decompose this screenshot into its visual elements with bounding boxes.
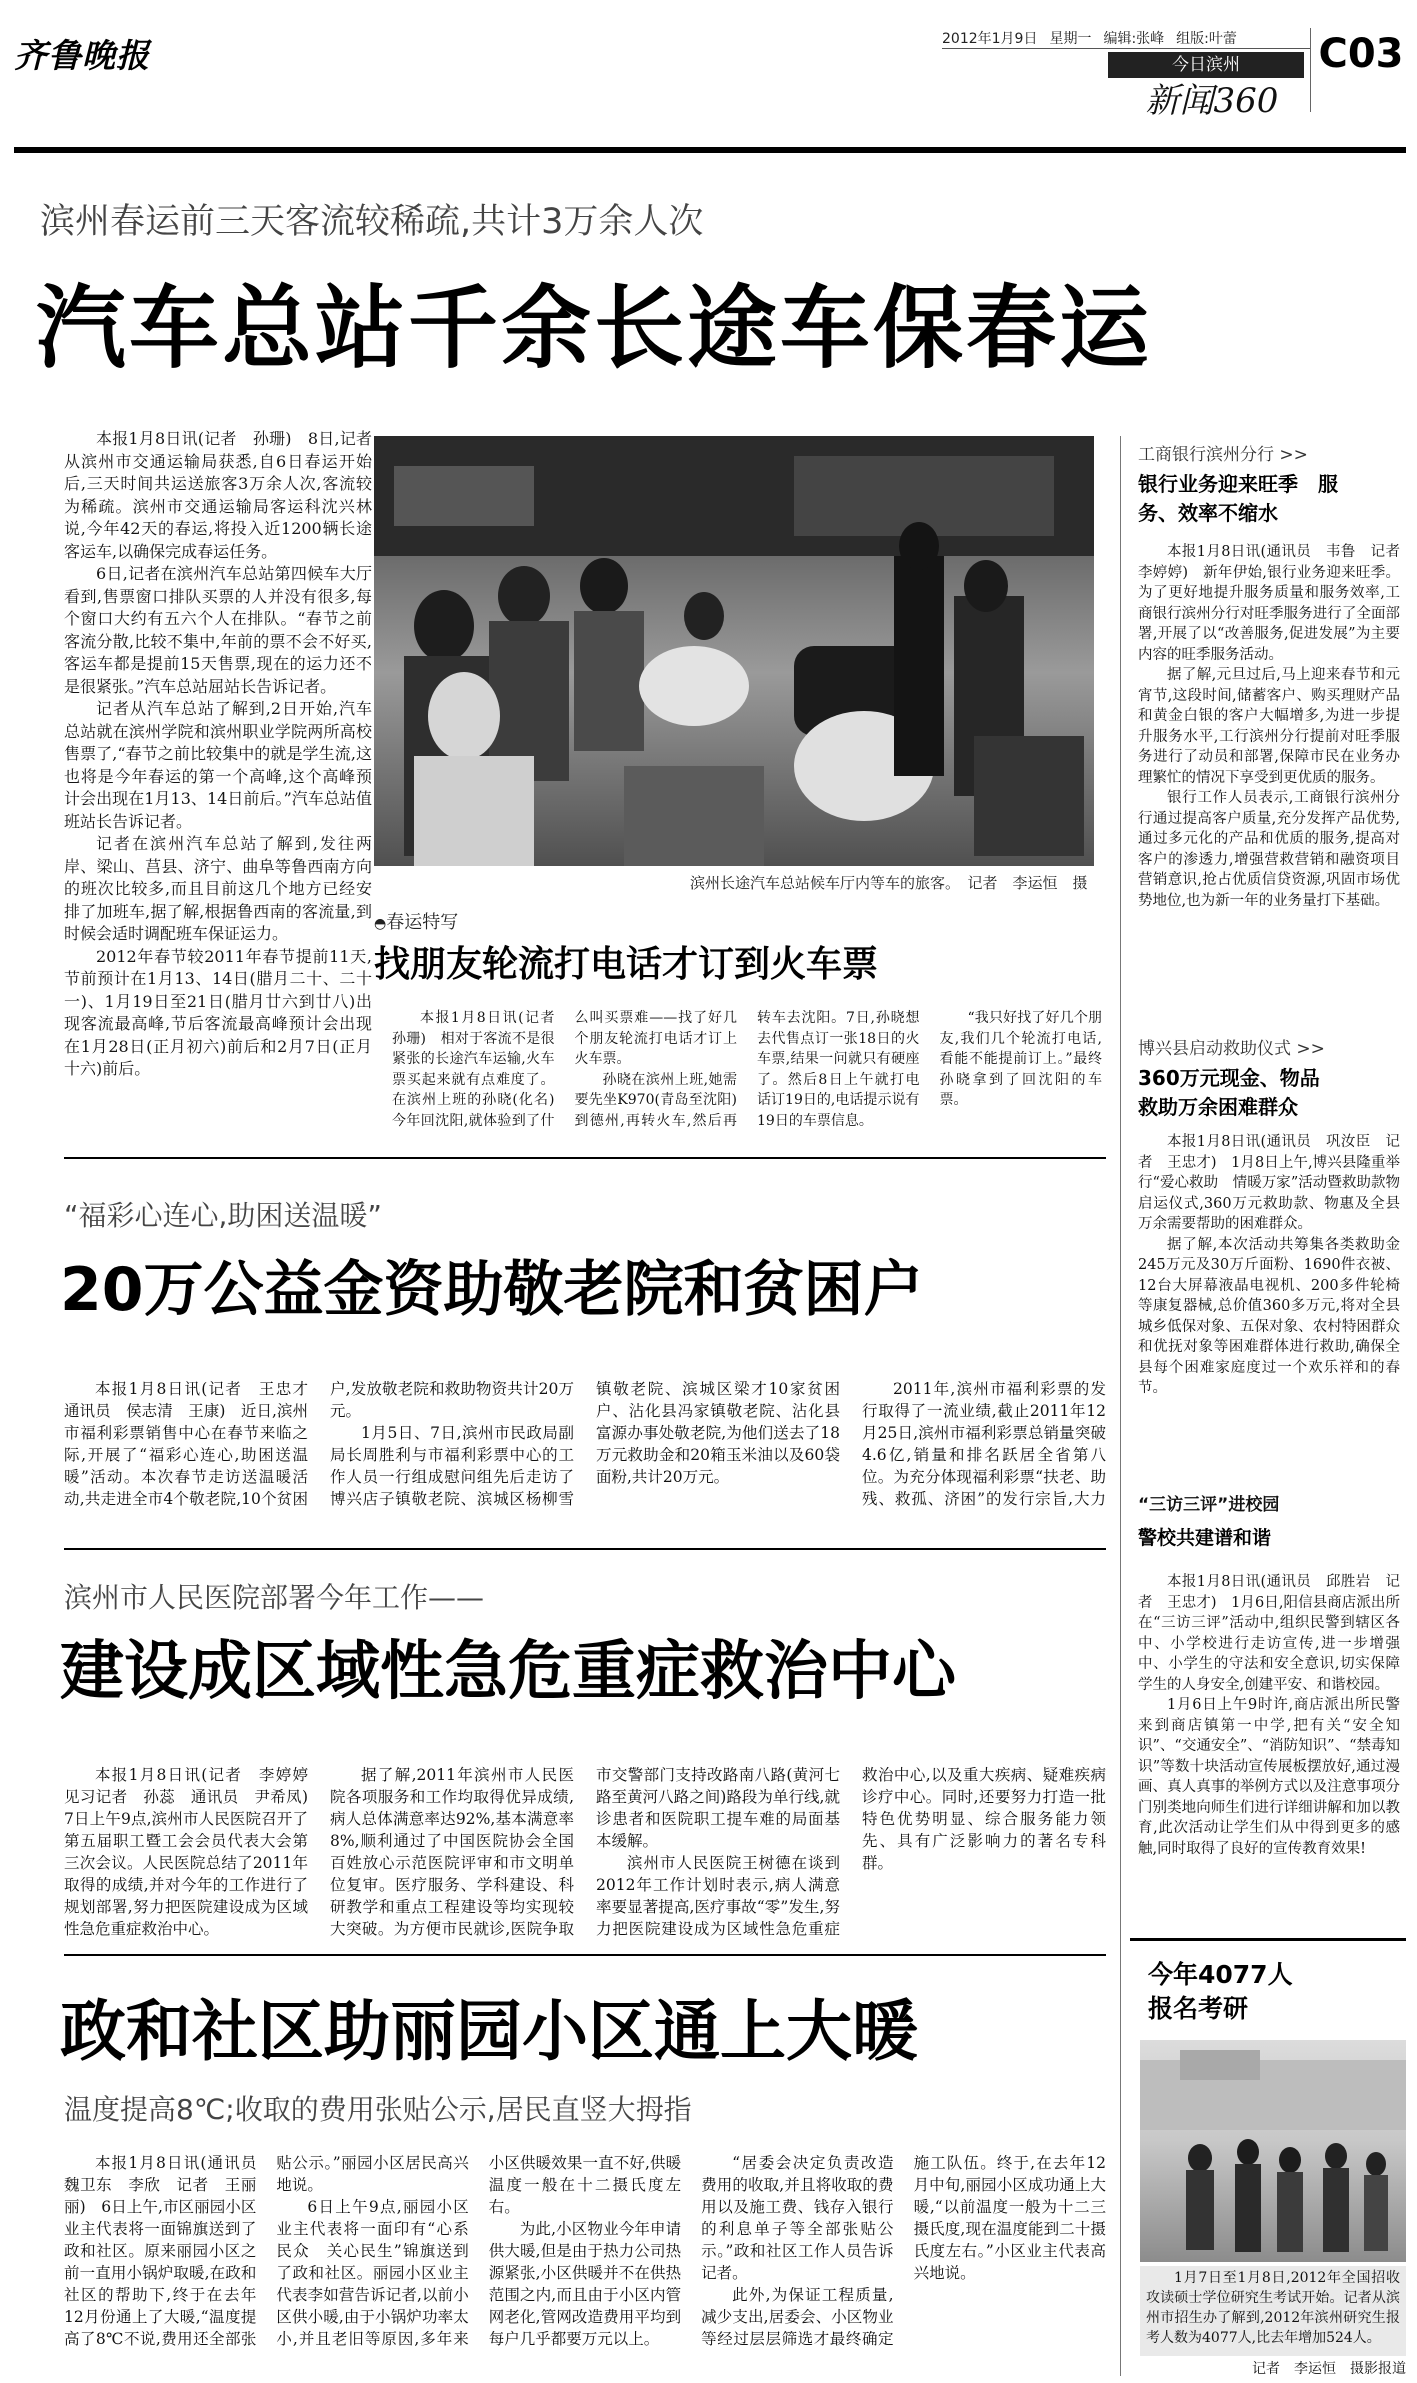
a5-para: 本报1月8日讯(通讯员 魏卫东 李欣 记者 王丽丽) 6日上午,市区丽园小区业主代表将一面锦旗送到了政和社区。原来丽园小区之前一直用小锅炉取暖,在政和社区的帮助下,终于在去年12月份通上了大暖,“温度提高了8℃不说,费用还全部张贴公示。”丽园小区居民高兴地说。 <box>64 2154 469 2348</box>
a1-para: 6日,记者在滨州汽车总站第四候车大厅看到,售票窗口排队买票的人并没有很多,每个窗口大约有五六个人在排队。“春节之前客流分散,比较不集中,年前的票不会不好买,客运车都是提前15天售票,现在的运力还不是很紧张。”汽车总站屈站长告诉记者。 <box>64 564 372 696</box>
a4-para: 据了解,2011年滨州市人民医院各项服务和工作均取得优异成绩,病人总体满意率达92%,基本满意率8%,顺利通过了中国医院协会全国百姓放心示范医院评审和市文明单位复审。医疗服务、学科建设、科研教学和重点工程建设等均实现较大突破。为方便市民就诊,医院争取市交警部门支持改路南八路(黄河七路至黄河八路之间)路段为单行线,就诊患者和医院职工提车难的局面基本缓解。 <box>330 1766 840 1938</box>
sidebar-divider <box>1120 436 1121 2376</box>
a5-rule <box>64 1954 1106 1956</box>
a5-subhead: 温度提高8℃;收取的费用张贴公示,居民直竖大拇指 <box>64 2093 692 2126</box>
photo-caption: 滨州长途汽车总站候车厅内等车的旅客。 记者 李运恒 摄 <box>690 874 1088 892</box>
side4-credit: 记者 李运恒 摄影报道 <box>1252 2361 1406 2377</box>
issue-date: 2012年1月9日 <box>942 31 1038 47</box>
a1-para: 本报1月8日讯(记者 孙珊) 8日,记者从滨州市交通运输局获悉,自6日春运开始后,三天时间共运送旅客3万余人次,客流较为稀疏。滨州市交通运输局客运科沈兴林说,今年42天的春运,将投入近1200辆长途客运车,以确保完成春运任务。 <box>64 429 372 561</box>
paper-logo: 齐鲁晚报 <box>14 36 150 75</box>
editor-credit: 编辑:张峰 <box>1103 31 1165 47</box>
section-badge: 今日滨州 <box>1108 52 1304 78</box>
a3-rule <box>64 1157 1106 1159</box>
a5-para: 6日上午9点,丽园小区业主代表将一面印有“心系民众 关心民生”锦旗送到了政和社区。丽园小区业主代表李如营告诉记者,以前小区供小暖,由于小锅炉功率太小,并且老旧等原因,多年来小区供暖效果一直不好,供暖温度一般在十二摄氏度左右。 <box>276 2154 682 2348</box>
top-thick-rule <box>14 147 1406 153</box>
side2-para: 本报1月8日讯(通讯员 巩汝臣 记者 王忠才) 1月8日上午,博兴县隆重举行“爱心救助 情暖万家”活动暨救助款物启运仪式,360万元救助款、物惠及全县万余需要帮助的困难群众。 <box>1138 1134 1400 1232</box>
side2-headline: 360万元现金、物品 救助万余困难群众 <box>1138 1066 1340 1119</box>
side1-headline: 银行业务迎来旺季 服务、效率不缩水 <box>1138 472 1338 525</box>
a2-headline: 找朋友轮流打电话才订到火车票 <box>374 944 879 985</box>
a4-para: 滨州市人民医院王树德在谈到2012年工作计划时表示,病人满意率要显著提高,医疗事故“零”发生,努力把医院建设成为区域性急危重症救治中心,以及重大疾病、疑难疾病诊疗中心。同时,还要努力打造一批特色优势明显、综合服务能力领先、具有广泛影响力的著名专科群。 <box>596 1766 1106 1938</box>
side1-para: 本报1月8日讯(通讯员 韦鲁 记者 李婷婷) 新年伊始,银行业务迎来旺季。为了更好地提升服务质量和服务效率,工商银行滨州分行对旺季服务进行了全面部署,开展了以“改善服务,促进发展”为主要内容的旺季服务活动。 <box>1138 544 1400 663</box>
side3-headline: 警校共建谱和谐 <box>1138 1527 1272 1549</box>
a5-para: “居委会决定负责改造费用的收取,并且将收取的费用以及施工费、钱存入银行的利息单子等全部张贴公示。”政和社区工作人员告诉记者。 <box>701 2154 894 2282</box>
a2-kicker-icon: ◓ <box>374 916 387 932</box>
side4-caption-text: 1月7日至1月8日,2012年全国招收攻读硕士学位研究生考试开始。记者从滨州市招生办了解到,2012年滨州研究生报考人数为4077人,比去年增加524人。 <box>1146 2270 1400 2346</box>
a2-kicker-label: 春运特写 <box>386 912 459 933</box>
a3-headline: 20万公益金资助敬老院和贫困户 <box>60 1255 924 1325</box>
designer-credit: 组版:叶蕾 <box>1176 31 1237 47</box>
side1-body <box>1138 542 1400 1010</box>
exam-photo-art <box>1140 2040 1406 2262</box>
a3-kicker: “福彩心连心,助困送温暖” <box>64 1199 382 1232</box>
header-rule <box>942 48 1310 49</box>
a1-para: 记者从汽车总站了解到,2日开始,汽车总站就在滨州学院和滨州职业学院两所高校售票了,“春节之前比较集中的就是学生流,这也将是今年春运的第一个高峰,这个高峰预计会出现在1月13、14日前后。”汽车总站值班站长告诉记者。 <box>64 699 372 831</box>
a1-kicker: 滨州春运前三天客流较稀疏,共计3万余人次 <box>40 202 704 242</box>
side3-para: 1月6日上午9时许,商店派出所民警来到商店镇第一中学,把有关“安全知识”、“交通安全”、“消防知识”、“禁毒知识”等数十块活动宣传展板摆放好,通过漫画、真人真事的举例方式以及注意事项分门别类地向师生们进行详细讲解和加以教育,此次活动让学生们从中得到更多的感触,同时取得了良好的宣传教育效果! <box>1138 1697 1400 1857</box>
a2-para: 孙晓在滨州上班,她需要先坐K970(青岛至沈阳)到德州,再转火车,然后再转车去沈阳。7日,孙晓想去代售点订一张18日的火车票,结果一问就只有硬座了。然后8日上午就打电话订19日的,电话提示说有19日的车票信息。 <box>574 1010 920 1129</box>
a5-body <box>64 2152 1106 2376</box>
bus-station-photo <box>374 436 1094 866</box>
a4-body <box>64 1764 1106 1940</box>
side1-para: 据了解,元旦过后,马上迎来春节和元宵节,这段时间,储蓄客户、购买理财产品和黄金白银的客户大幅增多,为进一步提升服务水平,工行滨州分行提前对旺季服务进行了动员和部署,保障市民在业务办理繁忙的情况下享受到更优质的服务。 <box>1138 667 1400 786</box>
a5-para: 此外,为保证工程质量,减少支出,居委会、小区物业等经过层层筛选才最终确定施工队伍。终于,在去年12月中旬,丽园小区成功通上大暖,“以前温度一般为十二三摄氏度,现在温度能到二十摄氏度左右。”小区业主代表高兴地说。 <box>701 2154 1106 2348</box>
a2-body <box>392 1008 1102 1138</box>
side3-body <box>1138 1572 1400 1926</box>
a4-kicker: 滨州市人民医院部署今年工作—— <box>64 1581 485 1614</box>
bus-station-photo-art <box>374 436 1094 866</box>
a1-para: 记者在滨州汽车总站了解到,发往两岸、梁山、莒县、济宁、曲阜等鲁西南方向的班次比较多,而且目前这几个地方已经安排了加班车,据了解,根据鲁西南的客流量,到时候会适时调配班车保证运力。 <box>64 834 372 943</box>
side4-caption <box>1140 2266 1406 2356</box>
a3-body <box>64 1378 1106 1528</box>
side1-para: 银行工作人员表示,工商银行滨州分行通过提高客户质量,充分发挥产品优势,通过多元化的产品和优质的服务,提高对客户的渗透力,增强营救营销和融资项目营销意识,抢占优质信贷资源,巩固市场优势地位,也为新一年的业务量打下基础。 <box>1138 790 1400 909</box>
a3-para: 本报1月8日讯(记者 王忠才 通讯员 侯志清 王康) 近日,滨州市福利彩票销售中心在春节来临之际,开展了“福彩心连心,助困送温暖”活动。本次春节走访送温暖活动,共走进全市4个敬老院,10个贫困户,发放敬老院和救助物资共计20万元。 <box>64 1380 574 1508</box>
header-meta <box>942 28 1310 48</box>
side4-rule <box>1130 1938 1406 1941</box>
a1-body <box>64 428 372 1136</box>
a2-para: 本报1月8日讯(记者 孙珊) 相对于客流不是很紧张的长途汽车运输,火车票买起来就有点难度了。在滨州上班的孙晓(化名)今年回沈阳,就体验到了什么叫买票难——找了好几个朋友轮流打电话才订上火车票。 <box>392 1010 737 1129</box>
side1-title: 工商银行滨州分行 >> <box>1138 445 1308 465</box>
section-title: 新闻360 <box>1145 81 1279 121</box>
side3-title: “三访三评”进校园 <box>1138 1495 1280 1515</box>
a2-para: “我只好找了好几个朋友,我们几个轮流打电话,看能不能提前订上。”最终孙晓拿到了回沈阳的车票。 <box>939 1010 1102 1108</box>
side4-headline: 今年4077人 报名考研 <box>1148 1960 1318 2023</box>
a3-para: 2011年,滨州市福利彩票的发行取得了一流业绩,截止2011年12月25日,滨州市福利彩票总销量突破4.6亿,销量和排名跃居全省第八位。为充分体现福利彩票“扶老、助残、救孤、济困”的发行宗旨,大力 <box>862 1380 1106 1508</box>
a1-para: 2012年春节较2011年春节提前11天,节前预计在1月13、14日(腊月二十、二十一)、1月19日至21日(腊月廿六到廿八)出现客流最高峰,节后客流最高峰预计会出现在1月28日(正月初六)前后和2月7日(正月十六)前后。 <box>64 946 372 1078</box>
a5-para: 为此,小区物业今年申请供大暖,但是由于热力公司热源紧张,小区供暖并不在供热范围之内,而且由于小区内管网老化,管网改造费用平均到每户几乎都要万元以上。 <box>488 2220 682 2348</box>
exam-photo <box>1140 2040 1406 2262</box>
side2-body <box>1138 1132 1400 1464</box>
a3-para: 1月5日、7日,滨州市民政局副局长周胜利与市福利彩票中心的工作人员一行组成慰问组先后走访了博兴店子镇敬老院、滨城区杨柳雪镇敬老院、滨城区梁才10家贫困户、沾化县冯家镇敬老院、沾化县富源办事处敬老院,为他们送去了18万元救助金和20箱玉米油以及60袋面粉,共计20万元。 <box>330 1380 840 1508</box>
side3-para: 本报1月8日讯(通讯员 邱胜岩 记者 王忠才) 1月6日,阳信县商店派出所在“三访三评”活动中,组织民警到辖区各中、小学校进行走访宣传,进一步增强中、小学生的守法和安全意识,切实保障学生的人身安全,创建平安、和谐校园。 <box>1138 1574 1400 1693</box>
page-number: C03 <box>1318 31 1404 77</box>
a4-headline: 建设成区域性急危重症救治中心 <box>60 1635 956 1709</box>
side2-para: 据了解,本次活动共筹集各类救助金245万元及30万斤面粉、1690件衣被、12台大屏幕液晶电视机、200多件轮椅等康复器械,总价值360多万元,将对全县城乡低保对象、五保对象、农村特困群众和优抚对象等困难群体进行救助,确保全县每个困难家庭度过一个欢乐祥和的春节。 <box>1138 1236 1400 1396</box>
a4-rule <box>64 1548 1106 1550</box>
side2-title: 博兴县启动救助仪式 >> <box>1138 1039 1325 1059</box>
issue-weekday: 星期一 <box>1049 31 1092 47</box>
a4-para: 本报1月8日讯(记者 李婷婷 见习记者 孙蕊 通讯员 尹希凤) 7日上午9点,滨州市人民医院召开了第五届职工暨工会会员代表大会第三次会议。人民医院总结了2011年取得的成绩,并对今年的工作进行了规划部署,努力把医院建设成为区域性急危重症救治中心。 <box>64 1766 324 1938</box>
a5-headline: 政和社区助丽园小区通上大暖 <box>60 1993 918 2070</box>
a2-kicker <box>374 908 458 934</box>
a1-headline: 汽车总站千余长途车保春运 <box>36 276 1152 381</box>
